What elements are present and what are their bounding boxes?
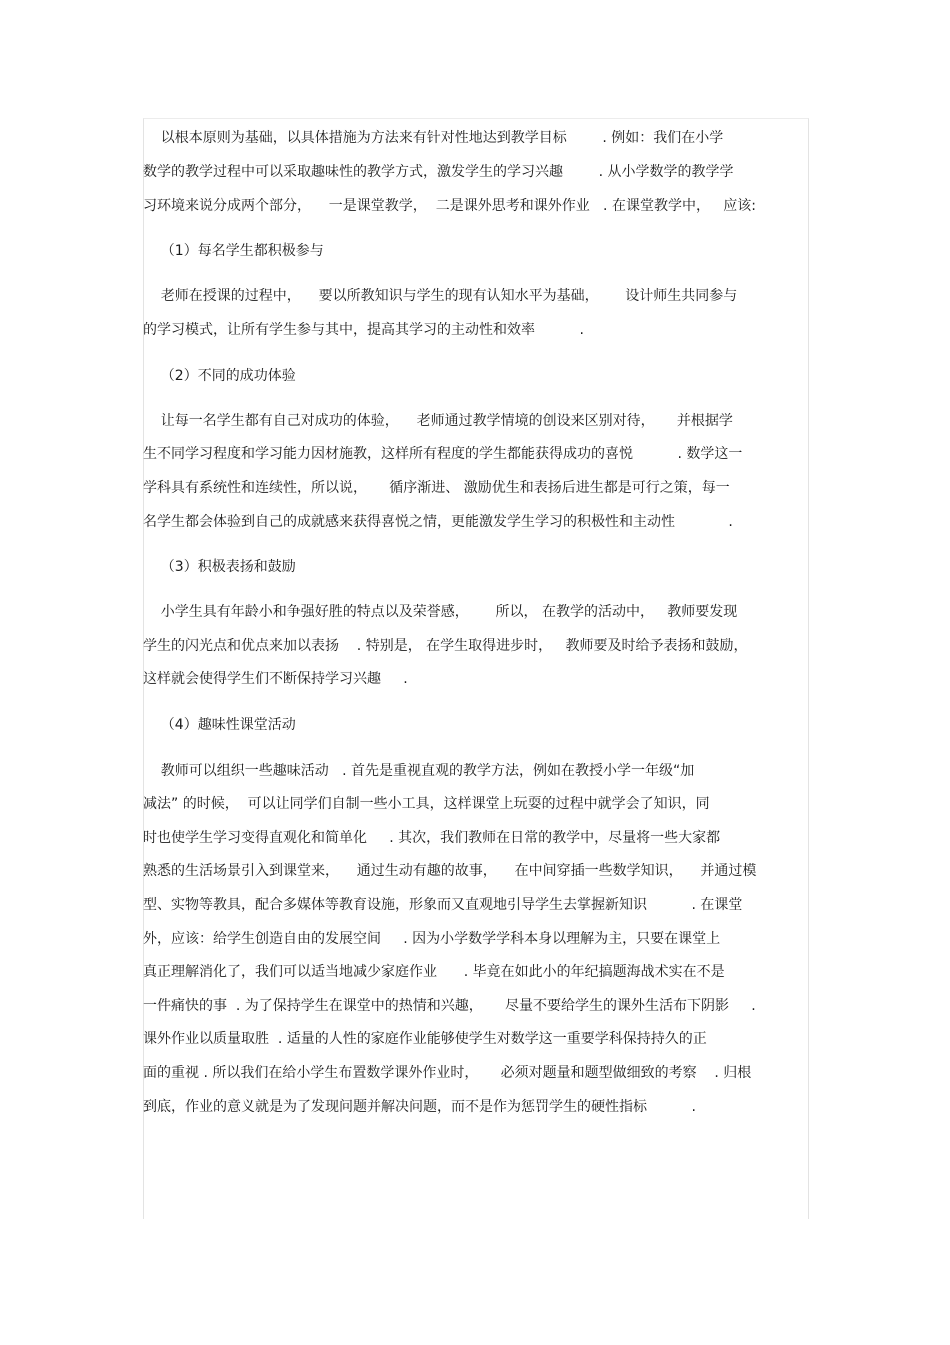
section-heading: （4）趣味性课堂活动 [143, 717, 296, 733]
text-line: 生不同学习程度和学习能力因材施教，这样所有程度的学生都能获得成功的喜悦 . 数学这一 [143, 446, 743, 462]
text-line: 外，应该：给学生创造自由的发展空间 . 因为小学数学学科本身以理解为主，只要在课堂上 [143, 931, 721, 947]
text-line: 课外作业以质量取胜 . 适量的人性的家庭作业能够使学生对数学这一重要学科保持持久的正 [143, 1031, 707, 1047]
text-line: 习环境来说分成两个部分， 一是课堂教学， 二是课外思考和课外作业 . 在课堂教学中， 应该: [143, 198, 757, 214]
text-line: 教师可以组织一些趣味活动 . 首先是重视直观的教学方法，例如在教授小学一年级“加 [143, 763, 695, 779]
section-heading: （3）积极表扬和鼓励 [143, 559, 296, 575]
text-line: 老师在授课的过程中， 要以所教知识与学生的现有认知水平为基础， 设计师生共同参与 [143, 288, 738, 304]
text-line: 学生的闪光点和优点来加以表扬 . 特别是， 在学生取得进步时， 教师要及时给予表扬和鼓励， [143, 638, 748, 654]
text-line: 小学生具有年龄小和争强好胜的特点以及荣誉感， 所以， 在教学的活动中， 教师要发现 [143, 604, 738, 620]
text-line: 一件痛快的事 . 为了保持学生在课堂中的热情和兴趣， 尽量不要给学生的课外生活布下阴影 . [143, 998, 756, 1014]
text-line: 以根本原则为基础，以具体措施为方法来有针对性地达到教学目标 . 例如：我们在小学 [143, 130, 724, 146]
text-line: 让每一名学生都有自己对成功的体验， 老师通过教学情境的创设来区别对待， 并根据学 [143, 413, 733, 429]
text-line: 型、实物等教具，配合多媒体等教育设施，形象而又直观地引导学生去掌握新知识 . 在课堂 [143, 897, 743, 913]
text-line: 面的重视 . 所以我们在给小学生布置数学课外作业时， 必须对题量和题型做细致的考察 . 归根 [143, 1065, 752, 1081]
text-line: 的学习模式，让所有学生参与其中，提高其学习的主动性和效率 . [143, 322, 584, 338]
section-heading: （1）每名学生都积极参与 [143, 243, 324, 259]
text-line: 熟悉的生活场景引入到课堂来， 通过生动有趣的故事， 在中间穿插一些数学知识， 并通过模 [143, 863, 757, 879]
text-line: 时也使学生学习变得直观化和简单化 . 其次，我们教师在日常的教学中，尽量将一些大家都 [143, 830, 721, 846]
text-line: 减法” 的时候， 可以让同学们自制一些小工具，这样课堂上玩耍的过程中就学会了知识，同 [143, 796, 710, 812]
section-heading: （2）不同的成功体验 [143, 368, 296, 384]
text-line: 数学的教学过程中可以采取趣味性的教学方式，激发学生的学习兴趣 . 从小学数学的教学学 [143, 164, 734, 180]
text-line: 名学生都会体验到自己的成就感来获得喜悦之情，更能激发学生学习的积极性和主动性 . [143, 514, 733, 530]
text-line: 这样就会使得学生们不断保持学习兴趣 . [143, 671, 408, 687]
text-line: 到底，作业的意义就是为了发现问题并解决问题，而不是作为惩罚学生的硬性指标 . [143, 1099, 696, 1115]
text-line: 真正理解消化了，我们可以适当地减少家庭作业 . 毕竟在如此小的年纪搞题海战术实在不是 [143, 964, 725, 980]
text-line: 学科具有系统性和连续性，所以说， 循序渐进、 激励优生和表扬后进生都是可行之策，每一 [143, 480, 730, 496]
